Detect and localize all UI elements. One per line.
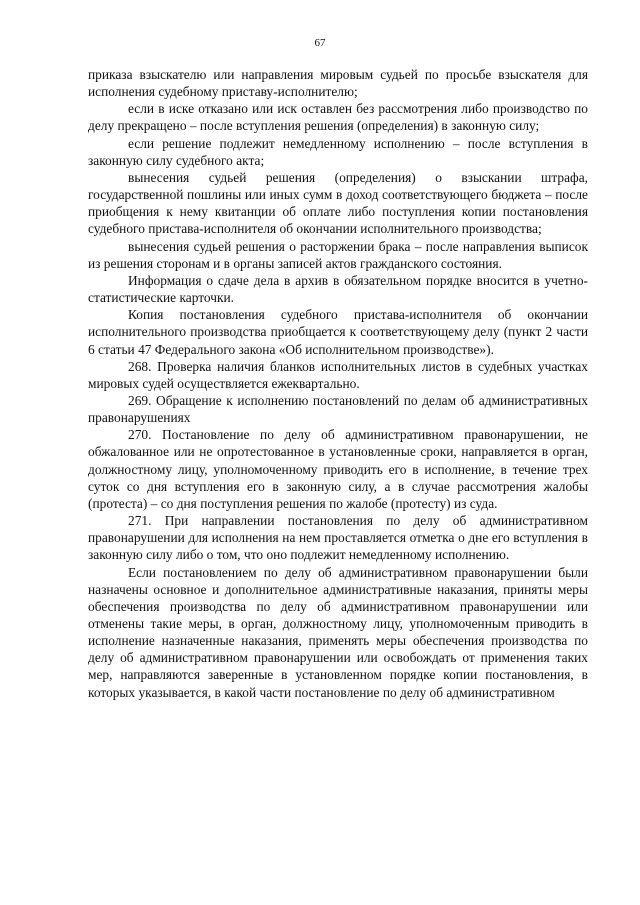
page-number: 67 [314,37,326,49]
paragraph: Информация о сдаче дела в архив в обязательном порядке вносится в учетно-статистические карточки. [88,272,588,306]
paragraph-270: 270. Постановление по делу об административном правонарушении, не обжалованное или не опротестованное в установленные сроки, направляется в орган, должностному лицу, уполномоченному приводить его в исполнение, в течение трех суток со дня вступления его в законную силу, а в случае рассмотрения жалобы (протеста) – со дня поступления решения по жалобе (протесту) из суда. [88,427,588,511]
paragraph-268: 268. Проверка наличия бланков исполнительных листов в судебных участках мировых судей осуществляется ежеквартально. [88,358,588,391]
paragraph-271: 271. При направлении постановления по делу об административном правонарушении для исполнения на нем проставляется отметка о дне его вступления в законную силу либо о том, что оно подлежит немедленному исполнению. [88,513,588,563]
paragraph: Если постановлением по делу об административном правонарушении были назначены основное и дополнительное административные наказания, приняты меры обеспечения производства по делу об административном правонарушении или отменены такие меры, в орган, должностному лицу, уполномоченным приводить в исполнение назначенные наказания, применять меры обеспечения производства по делу об административном правонарушении или освобождать от применения таких мер, направляются заверенные в установленном порядке копии постановления, в которых указывается, в какой части постановление по делу об административном [88,564,588,700]
paragraph-continued: приказа взыскателю или направления мировым судьей по просьбе взыскателя для исполнения судебному приставу-исполнителю; [88,67,588,100]
page-body [88,66,588,701]
paragraph-269-heading: 269. Обращение к исполнению постановлений по делам об административных правонарушениях [88,392,588,426]
paragraph: вынесения судьей решения (определения) о взыскании штрафа, государственной пошлины или иных сумм в доход соответствующего бюджета – после приобщения к нему квитанции об оплате либо поступления копии постановления судебного пристава-исполнителя об окончании исполнительного производства; [88,169,588,237]
paragraph: вынесения судьей решения о расторжении брака – после направления выписок из решения сторонам и в органы записей актов гражданского состояния. [88,238,588,271]
paragraph: если в иске отказано или иск оставлен без рассмотрения либо производство по делу прекращено – после вступления решения (определения) в законную силу; [88,101,588,134]
paragraph: если решение подлежит немедленному исполнению – после вступления в законную силу судебного акта; [88,135,588,168]
paragraph: Копия постановления судебного пристава-исполнителя об окончании исполнительного производства приобщается к соответствующему делу (пункт 2 части 6 статьи 47 Федерального закона «Об исполнительном производстве»). [88,307,588,357]
